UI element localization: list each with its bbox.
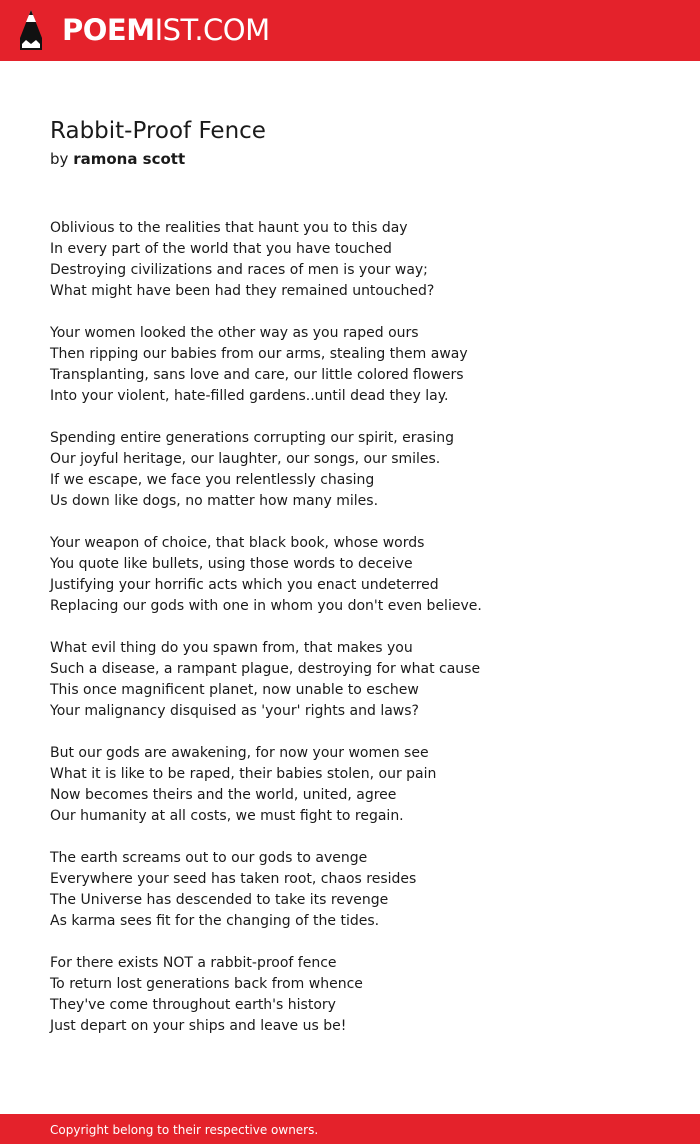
stanza <box>50 953 670 1037</box>
poem-line: For there exists NOT a rabbit-proof fence <box>50 955 337 971</box>
poem-line: What it is like to be raped, their babies stolen, our pain <box>50 766 437 782</box>
poem-line: What might have been had they remained untouched? <box>50 283 435 299</box>
poem-line: Everywhere your seed has taken root, chaos resides <box>50 871 417 887</box>
poem-line: Your women looked the other way as you raped ours <box>50 325 419 341</box>
poem-line: Such a disease, a rampant plague, destroying for what cause <box>50 661 481 677</box>
poem-line: Into your violent, hate-filled gardens..until dead they lay. <box>50 388 449 404</box>
stanza <box>50 743 670 827</box>
poem-line: Spending entire generations corrupting our spirit, erasing <box>50 430 455 446</box>
logo-brand-light: IST.COM <box>154 13 270 47</box>
copyright-notice: Copyright belong to their respective owners. <box>50 1123 319 1137</box>
stanza <box>50 848 670 932</box>
poem-line: If we escape, we face you relentlessly chasing <box>50 472 375 488</box>
poem-line: Justifying your horrific acts which you enact undeterred <box>50 577 439 593</box>
logo-brand-bold: POEM <box>62 13 155 47</box>
stanza <box>50 428 670 512</box>
byline-prefix: by <box>50 150 69 168</box>
poem-line: You quote like bullets, using those words to deceive <box>50 556 413 572</box>
poem-line: As karma sees fit for the changing of the tides. <box>50 913 380 929</box>
poem-line: Our humanity at all costs, we must fight to regain. <box>50 808 404 824</box>
poem-line: Our joyful heritage, our laughter, our songs, our smiles. <box>50 451 441 467</box>
stanza <box>50 533 670 617</box>
site-header <box>0 0 700 61</box>
poem-line: The earth screams out to our gods to avenge <box>50 850 368 866</box>
poem-line: This once magnificent planet, now unable to eschew <box>50 682 419 698</box>
poem-body <box>50 218 670 1058</box>
stanza <box>50 323 670 407</box>
site-footer <box>0 1114 700 1144</box>
poem-line: Transplanting, sans love and care, our little colored flowers <box>50 367 464 383</box>
poem-title: Rabbit-Proof Fence <box>50 118 266 144</box>
poem-line: What evil thing do you spawn from, that makes you <box>50 640 413 656</box>
poem-line: To return lost generations back from whence <box>50 976 363 992</box>
poem-line: Your malignancy disquised as 'your' rights and laws? <box>50 703 419 719</box>
poem-line: Us down like dogs, no matter how many miles. <box>50 493 379 509</box>
poem-byline <box>50 148 185 170</box>
poem-line: Replacing our gods with one in whom you don't even believe. <box>50 598 482 614</box>
poem-line: Destroying civilizations and races of men is your way; <box>50 262 428 278</box>
site-logo[interactable] <box>62 10 270 50</box>
poem-line: But our gods are awakening, for now your women see <box>50 745 429 761</box>
poem-line: In every part of the world that you have touched <box>50 241 392 257</box>
stanza <box>50 218 670 302</box>
poem-line: Then ripping our babies from our arms, stealing them away <box>50 346 468 362</box>
poem-line: Just depart on your ships and leave us be! <box>50 1018 347 1034</box>
author-name[interactable]: ramona scott <box>73 150 186 168</box>
poem-line: Your weapon of choice, that black book, whose words <box>50 535 425 551</box>
poem-line: Now becomes theirs and the world, united, agree <box>50 787 397 803</box>
poem-line: The Universe has descended to take its revenge <box>50 892 389 908</box>
poem-line: Oblivious to the realities that haunt you to this day <box>50 220 408 236</box>
poem-line: They've come throughout earth's history <box>50 997 336 1013</box>
stanza <box>50 638 670 722</box>
pencil-tip-icon[interactable] <box>16 8 46 52</box>
